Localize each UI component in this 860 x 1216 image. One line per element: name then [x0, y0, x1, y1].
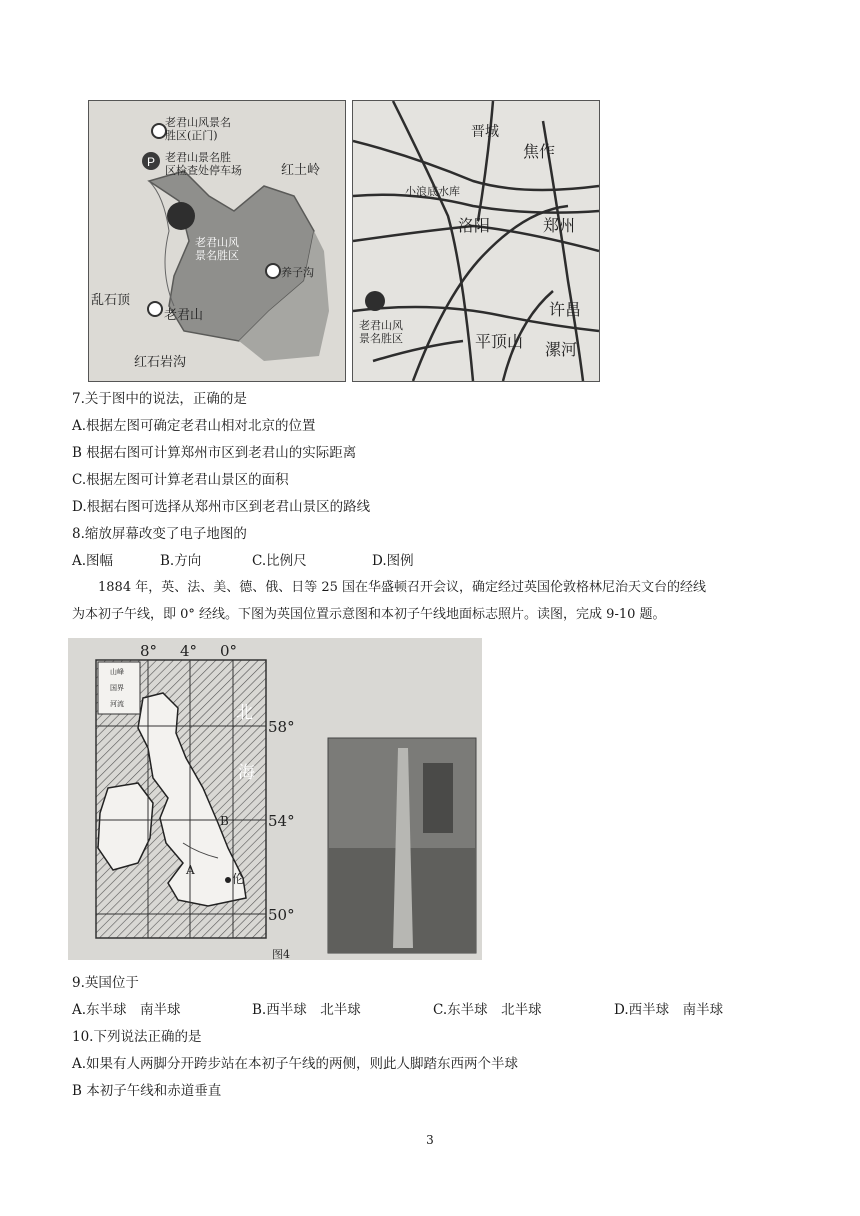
label-zhengzhou: 郑州 — [543, 216, 576, 235]
legend-border: 国界 — [110, 684, 124, 692]
lon-label-0: 0° — [220, 642, 238, 660]
right-map — [352, 100, 600, 382]
label-scenic-area: 老君山风 景名胜区 — [195, 236, 239, 262]
label-parking: 老君山景名胜 区检查处停车场 — [165, 151, 242, 177]
q10-option-a: A.如果有人两脚分开跨步站在本初子午线的两侧，则此人脚踏东西两个半球 — [72, 1056, 519, 1072]
label-luoyang: 洛阳 — [458, 216, 491, 235]
q8-option-c: C.比例尺 — [252, 553, 307, 569]
lat-label-54: 54° — [268, 812, 295, 830]
sea-label-hai: 海 — [238, 763, 255, 783]
point-label-a: A — [186, 863, 195, 877]
q9-option-a: A.东半球 南半球 — [72, 1002, 181, 1018]
q9-stem: 9.英国位于 — [72, 975, 139, 991]
lat-label-50: 50° — [268, 906, 295, 924]
page-number: 3 — [426, 1133, 434, 1147]
q9-option-c: C.东半球 北半球 — [433, 1002, 542, 1018]
uk-map-figure — [68, 638, 482, 960]
sea-label-bei: 北 — [236, 703, 253, 723]
svg-text:P: P — [146, 155, 156, 169]
left-map — [88, 100, 346, 382]
city-label-london: 伦 — [232, 872, 245, 886]
label-luohe: 漯河 — [545, 340, 578, 359]
laojunshan-pin-icon — [147, 301, 163, 317]
q9-option-b: B.西半球 北半球 — [252, 1002, 361, 1018]
point-label-b: B — [220, 814, 229, 828]
label-jincheng: 晋城 — [471, 124, 499, 140]
q8-option-a: A.图幅 — [72, 553, 114, 569]
q7-option-d: D.根据右图可选择从郑州市区到老君山景区的路线 — [72, 499, 371, 515]
temple-icon — [167, 202, 195, 230]
q9-option-d: D.西半球 南半球 — [614, 1002, 724, 1018]
label-laojunshan-right: 老君山风 景名胜区 — [359, 319, 403, 345]
q7-option-c: C.根据左图可计算老君山景区的面积 — [72, 472, 289, 488]
label-xuchang: 许昌 — [549, 300, 582, 319]
label-luanshiding: 乱石顶 — [91, 293, 131, 308]
label-laojunshan: 老君山 — [164, 308, 204, 323]
label-yangzigou: 养子沟 — [281, 266, 314, 279]
passage-line-2: 为本初子午线，即 0° 经线。下图为英国位置示意图和本初子午线地面标志照片。读图，完成 9-10 题。 — [72, 607, 666, 622]
yangzigou-pin-icon — [265, 263, 281, 279]
label-xiaolangdi: 小浪底水库 — [405, 185, 460, 198]
temple-icon — [365, 291, 385, 311]
lon-label-4: 4° — [180, 642, 198, 660]
figure-caption: 图4 — [272, 948, 290, 960]
q8-stem: 8.缩放屏幕改变了电子地图的 — [72, 526, 247, 542]
q7-option-b: B 根据右图可计算郑州市区到老君山的实际距离 — [72, 445, 357, 461]
label-jiaozuo: 焦作 — [523, 142, 556, 161]
q7-stem: 7.关于图中的说法，正确的是 — [72, 391, 247, 407]
q10-stem: 10.下列说法正确的是 — [72, 1029, 202, 1045]
q8-option-b: B.方向 — [160, 553, 202, 569]
label-gate: 老君山风景名 胜区(正门) — [165, 116, 231, 142]
label-pingdingshan: 平顶山 — [475, 332, 524, 351]
legend-peak: 山峰 — [110, 668, 124, 676]
label-hongshiyangou: 红石岩沟 — [134, 355, 187, 370]
q7-option-a: A.根据左图可确定老君山相对北京的位置 — [72, 418, 316, 434]
lat-label-58: 58° — [268, 718, 295, 736]
label-hongtuling: 红土岭 — [281, 163, 321, 178]
lon-label-8: 8° — [140, 642, 158, 660]
legend-river: 河流 — [110, 700, 124, 708]
q10-option-b: B 本初子午线和赤道垂直 — [72, 1083, 222, 1099]
passage-line-1: 1884 年，英、法、美、德、俄、日等 25 国在华盛顿召开会议，确定经过英国伦敦格林尼治天文台的经线 — [98, 580, 707, 595]
q8-option-d: D.图例 — [372, 553, 414, 569]
